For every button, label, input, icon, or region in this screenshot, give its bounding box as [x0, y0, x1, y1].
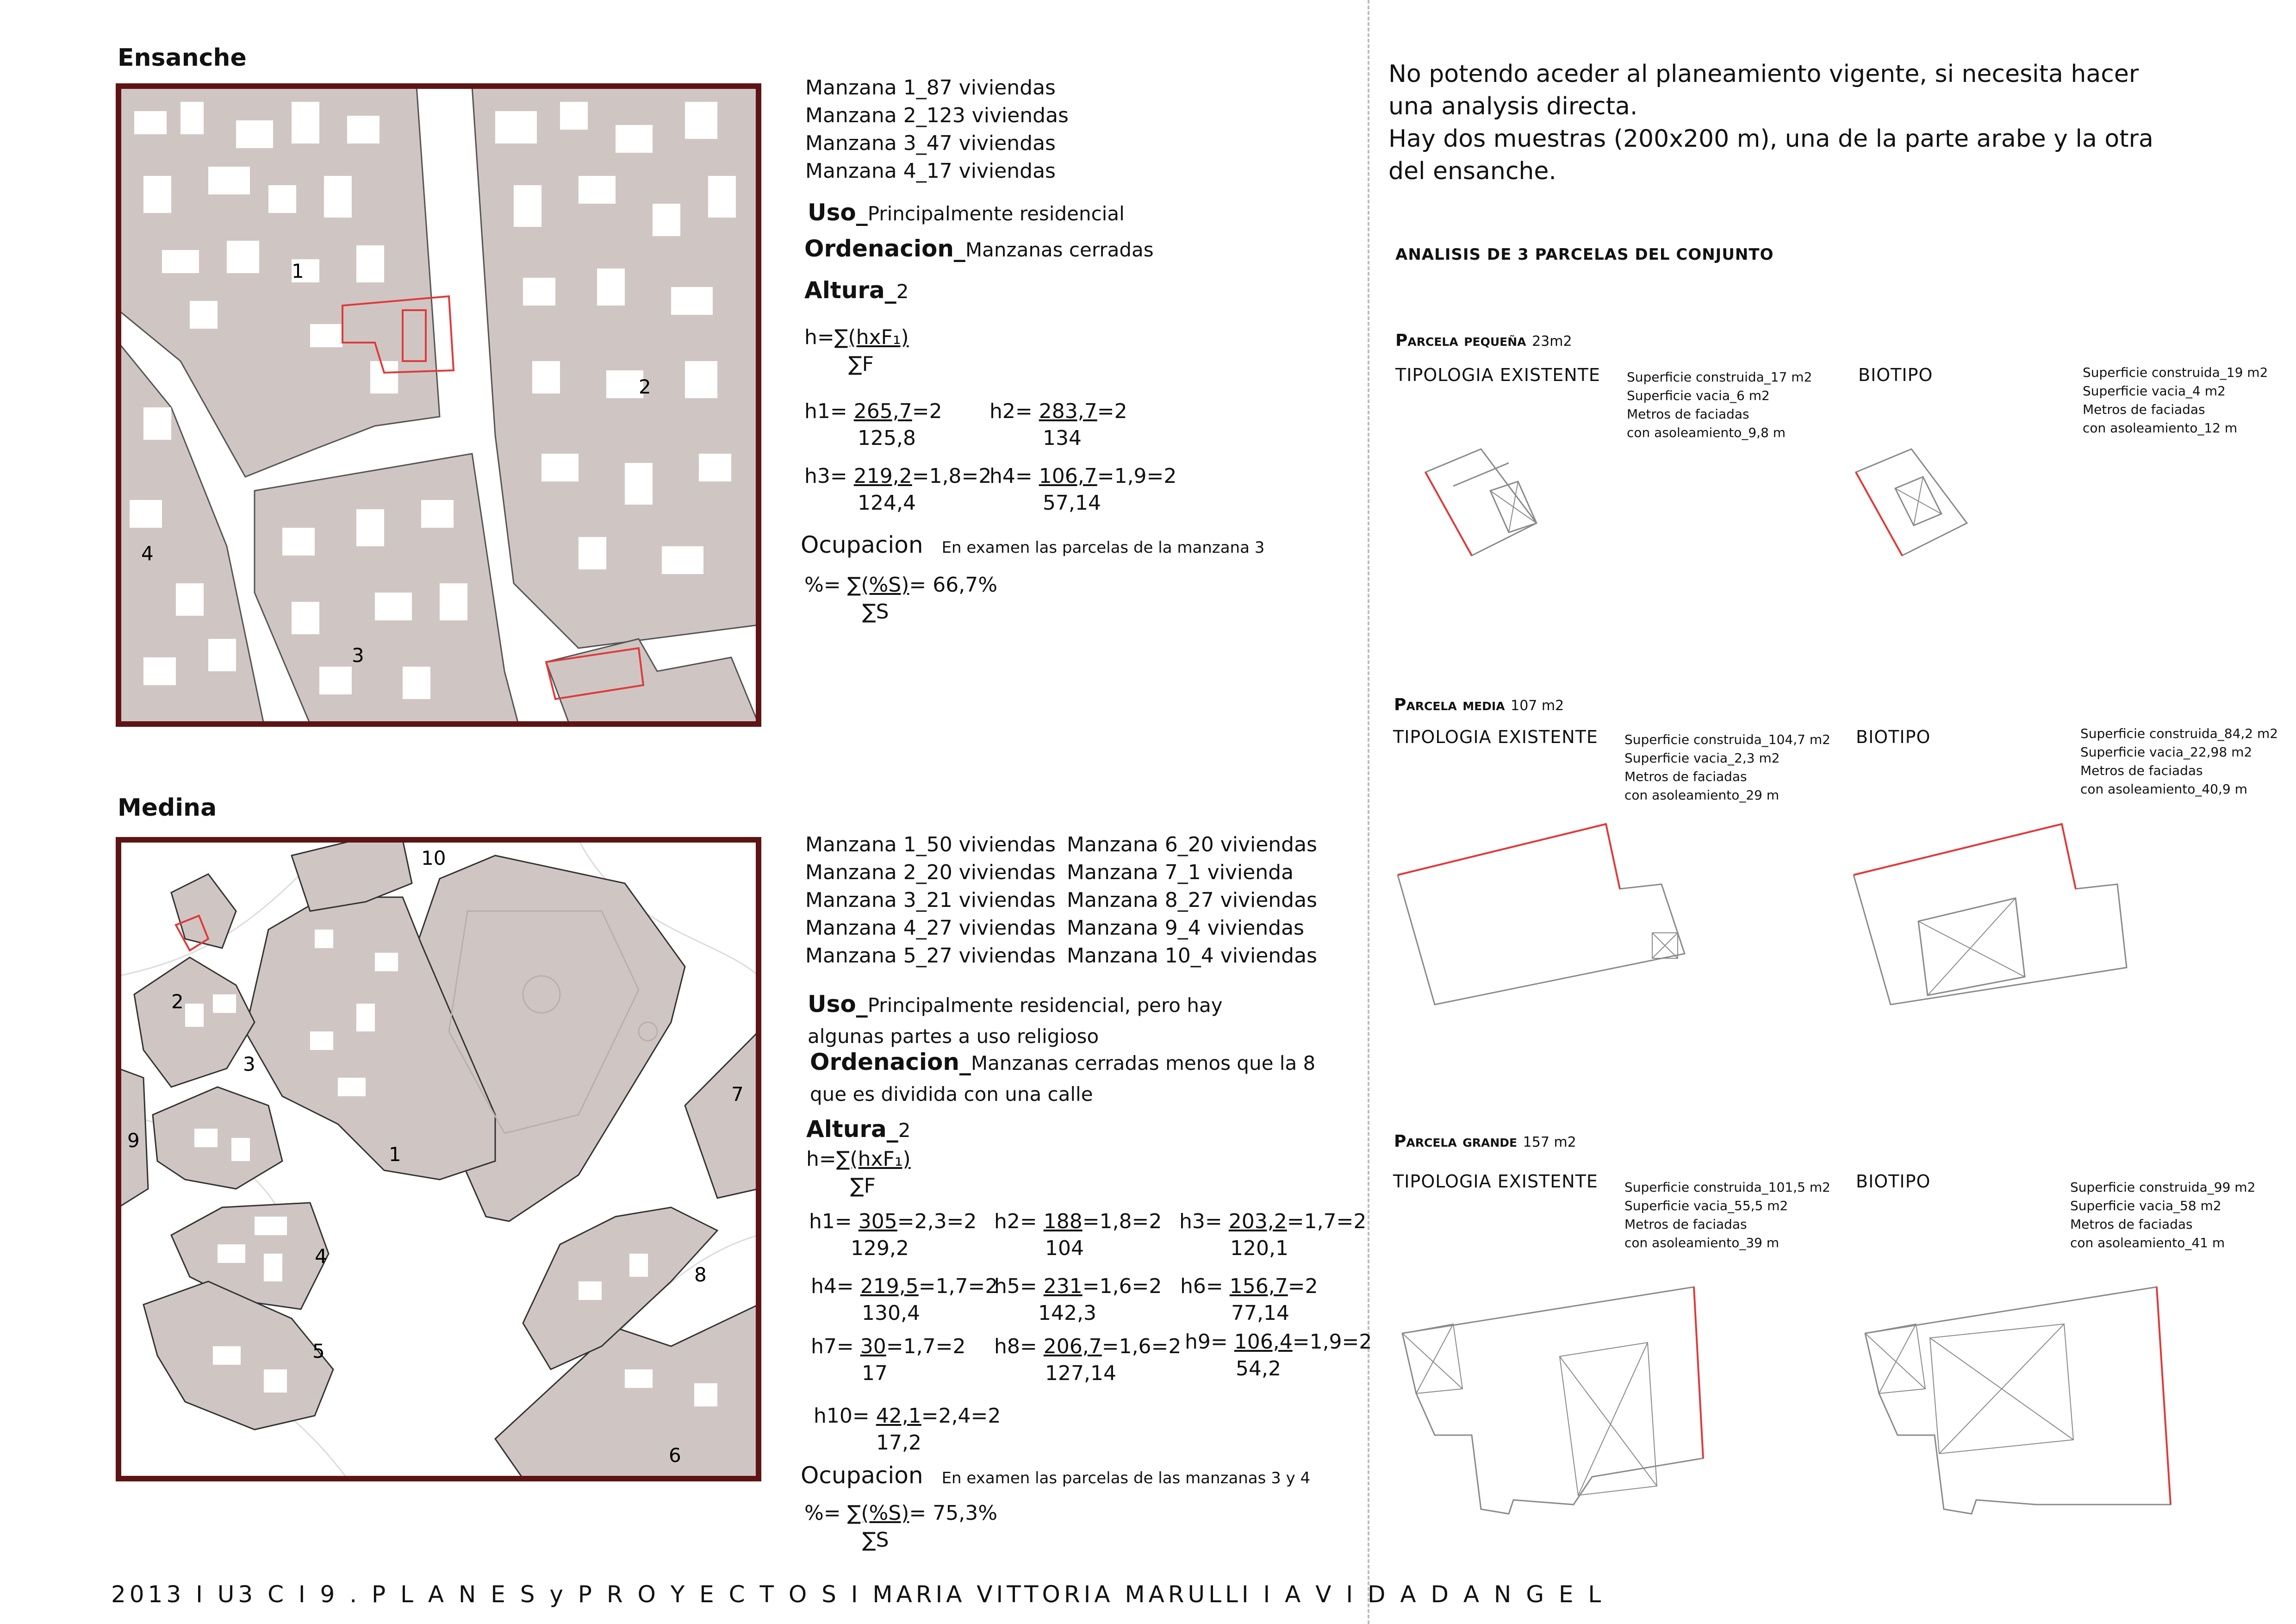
ensanche-h2: h2= 283,7=2 134	[989, 400, 1127, 450]
ensanche-block-3	[255, 454, 518, 724]
ensanche-viviendas-4: Manzana 4_17 viviendas	[805, 159, 1056, 183]
ensanche-h4: h4= 106,7=1,9=2 57,14	[989, 464, 1177, 515]
parcela-3-biotipo-drawing	[1860, 1282, 2184, 1523]
ensanche-viviendas	[805, 74, 1069, 185]
ord-key: Ordenacion_	[804, 235, 965, 262]
ensanche-ordenacion	[804, 235, 1154, 262]
medina-label-8: 8	[694, 1263, 707, 1286]
medina-h-formula: h=∑(hxF₁) ∑F	[806, 1147, 911, 1198]
parcela-3-left-label: TIPOLOGIA EXISTENTE	[1393, 1171, 1598, 1192]
alt-key: Altura_	[804, 277, 896, 304]
ensanche-ocupacion: Ocupacion En examen las parcelas de la manzana 3	[801, 531, 1265, 558]
parcela-1-right-label: BIOTIPO	[1858, 365, 1933, 385]
medina-h4: h4= 219,5=1,7=2 130,4	[811, 1274, 998, 1325]
intro-text: No potendo aceder al planeamiento vigente, si necesita hacer una analysis directa. Hay dos muestras (200x200 m), una de la parte arabe y la otra del ensanche.	[1388, 60, 2153, 185]
ensanche-viviendas-2: Manzana 2_123 viviendas	[805, 104, 1069, 127]
medina-h9: h9= 106,4=1,9=2 54,2	[1185, 1330, 1372, 1380]
medina-h2: h2= 188=1,8=2 104	[994, 1210, 1162, 1260]
medina-label-7: 7	[731, 1083, 744, 1106]
medina-label-9: 9	[127, 1129, 140, 1152]
medina-ordenacion: Ordenacion_Manzanas cerradas menos que la 8 que es dividida con una calle	[810, 1049, 1316, 1106]
parcela-3-left-stats: Superficie construida_101,5 m2 Superficie vacia_55,5 m2 Metros de faciadas con asoleamiento_39 m	[1624, 1180, 1830, 1250]
medina-h3: h3= 203,2=1,7=2 120,1	[1179, 1210, 1367, 1260]
parcela-3-right-label: BIOTIPO	[1856, 1171, 1931, 1192]
ensanche-label-2: 2	[639, 375, 651, 398]
parcela-3-existing-drawing	[1398, 1282, 1722, 1523]
medina-altura: Altura_2	[806, 1116, 911, 1143]
medina-viviendas-right: Manzana 6_20 viviendas Manzana 7_1 vivienda Manzana 8_27 viviendas Manzana 9_4 viviendas Manzana 10_4 viviendas	[1067, 833, 1317, 968]
ord-val: Manzanas cerradas	[965, 238, 1154, 261]
medina-title: Medina	[118, 794, 217, 822]
parcela-2-biotipo-drawing	[1849, 819, 2150, 1014]
parcela-1-left-label: TIPOLOGIA EXISTENTE	[1395, 365, 1600, 385]
medina-label-1: 1	[389, 1143, 401, 1166]
medina-map	[116, 837, 761, 1481]
parcela-1-left-stats: Superficie construida_17 m2 Superficie vacia_6 m2 Metros de faciadas con asoleamiento_9,8 m	[1627, 369, 1812, 440]
ensanche-altura	[804, 277, 908, 304]
parcela-1-existing-drawing	[1421, 444, 1550, 565]
ensanche-label-1: 1	[292, 260, 304, 282]
parcela-1-biotipo-drawing	[1851, 444, 1981, 565]
ensanche-label-3: 3	[352, 644, 364, 667]
medina-label-5: 5	[312, 1340, 325, 1362]
parcela-1-title: Parcela pequeña 23m2	[1395, 331, 1572, 350]
medina-ocupacion: Ocupacion En examen las parcelas de las manzanas 3 y 4	[801, 1462, 1311, 1489]
ensanche-map	[116, 83, 761, 727]
ensanche-h3: h3= 219,2=1,8=2 124,4	[804, 464, 992, 515]
medina-ocup-formula: %= ∑(%S)= 75,3% ∑S	[804, 1501, 998, 1552]
parcela-2-right-label: BIOTIPO	[1856, 727, 1931, 747]
parcela-2-right-stats: Superficie construida_84,2 m2 Superficie vacia_22,98 m2 Metros de faciadas con asoleamiento_40,9 m	[2080, 726, 2278, 797]
parcela-2-left-stats: Superficie construida_104,7 m2 Superficie vacia_2,3 m2 Metros de faciadas con asoleamiento_29 m	[1624, 732, 1830, 803]
medina-uso: Uso_Principalmente residencial, pero hay algunas partes a uso religioso	[808, 991, 1223, 1048]
medina-label-2: 2	[171, 990, 184, 1013]
ensanche-h1: h1= 265,7=2 125,8	[804, 400, 942, 450]
ensanche-viviendas-3: Manzana 3_47 viviendas	[805, 131, 1056, 155]
parcela-2-title: Parcela media 107 m2	[1394, 695, 1564, 714]
parcela-2-left-label: TIPOLOGIA EXISTENTE	[1393, 727, 1598, 747]
uso-key: Uso_	[808, 199, 868, 226]
ensanche-h-formula: h=∑(hxF₁) ∑F	[804, 325, 909, 376]
ensanche-label-4: 4	[141, 542, 154, 565]
medina-label-10: 10	[421, 847, 446, 869]
alt-val: 2	[896, 280, 909, 303]
medina-h10: h10= 42,1=2,4=2 17,2	[814, 1404, 1001, 1455]
uso-val: Principalmente residencial	[867, 202, 1125, 225]
medina-label-4: 4	[315, 1245, 327, 1268]
parcela-3-title: Parcela grande 157 m2	[1394, 1132, 1576, 1151]
medina-h7: h7= 30=1,7=2 17	[811, 1335, 966, 1385]
footer-credits: 2013 I U3 C I 9 . P L A N E S y P R O Y E C T O S I MARIA VITTORIA MARULLI I A V I D A D A N G E L	[111, 1581, 1605, 1608]
parcela-1-right-stats: Superficie construida_19 m2 Superficie vacia_4 m2 Metros de faciadas con asoleamiento_12 m	[2083, 365, 2268, 436]
parcela-2-existing-drawing	[1393, 819, 1694, 1014]
medina-h6: h6= 156,7=2 77,14	[1180, 1274, 1318, 1325]
ensanche-uso	[808, 199, 1125, 226]
medina-label-3: 3	[243, 1053, 255, 1075]
ensanche-ocup-formula: %= ∑(%S)= 66,7% ∑S	[804, 573, 998, 624]
medina-h5: h5= 231=1,6=2 142,3	[994, 1274, 1162, 1325]
medina-viviendas-left: Manzana 1_50 viviendas Manzana 2_20 viviendas Manzana 3_21 viviendas Manzana 4_27 viviendas Manzana 5_27 viviendas	[805, 833, 1056, 968]
parcela-3-right-stats: Superficie construida_99 m2 Superficie vacia_58 m2 Metros de faciadas con asoleamiento_41 m	[2070, 1180, 2256, 1250]
ensanche-title: Ensanche	[118, 44, 247, 72]
analysis-title: ANALISIS DE 3 PARCELAS DEL CONJUNTO	[1395, 245, 1774, 264]
medina-h8: h8= 206,7=1,6=2 127,14	[994, 1335, 1182, 1385]
medina-h1: h1= 305=2,3=2 129,2	[809, 1210, 977, 1260]
medina-label-6: 6	[669, 1444, 681, 1467]
ensanche-viviendas-1: Manzana 1_87 viviendas	[805, 76, 1056, 100]
